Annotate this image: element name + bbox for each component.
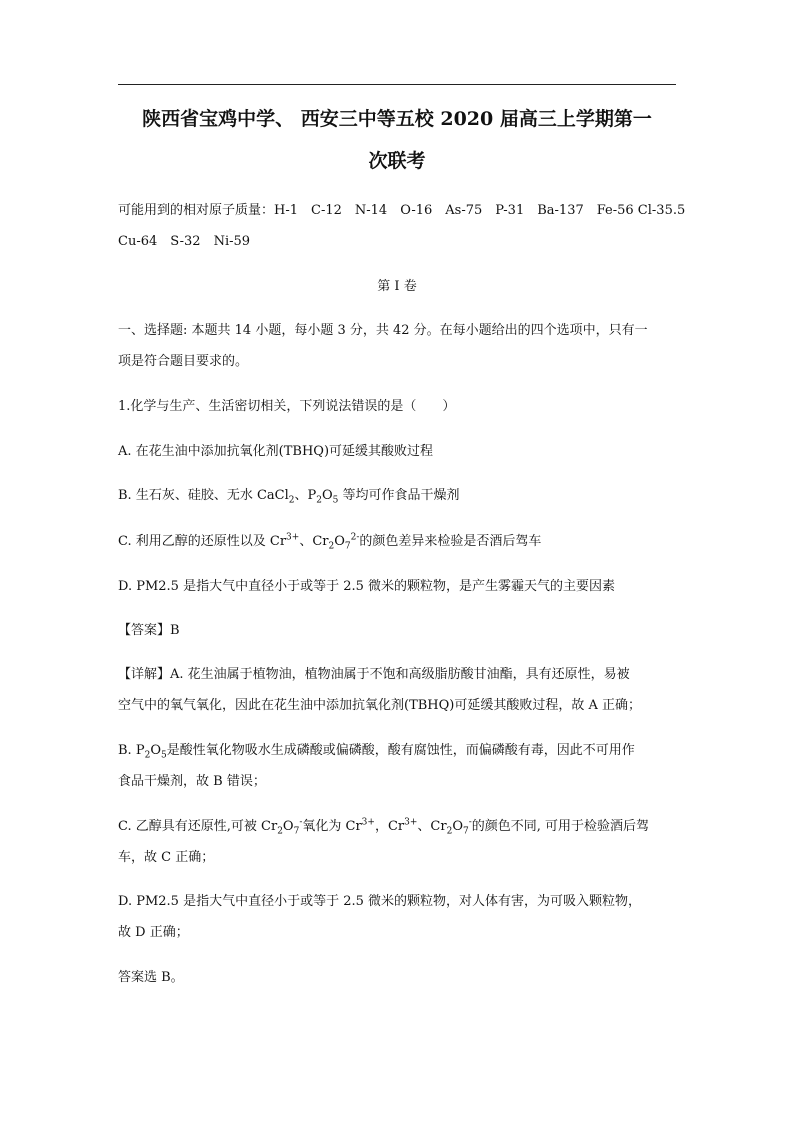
- volume-heading: 第 I 卷: [377, 279, 417, 294]
- explanation-a-line-1: 【详解】A. 花生油属于植物油，植物油属于不饱和高级脂肪酸甘油酯，具有还原性，易被: [118, 667, 630, 682]
- header-rule: [118, 84, 676, 85]
- explanation-c-line-2: 车，故 C 正确；: [118, 850, 215, 865]
- final-answer: 答案选 B。: [118, 970, 184, 985]
- explanation-c-line-1: C. 乙醇具有还原性,可被 $Cr_2O_7^-$氧化为 $Cr^{3+}$，$Cr^{3+}$、$Cr_2O_7^-$的颜色不同, 可用于检验酒后驾: [118, 817, 650, 837]
- option-d: D. PM2.5 是指大气中直径小于或等于 2.5 微米的颗粒物，是产生雾霾天气的主要因素: [118, 579, 616, 594]
- explanation-b-line-1: B. $P_2O_5$是酸性氧化物吸水生成磷酸或偏磷酸，酸有腐蚀性，而偏磷酸有毒，因此不可用作: [118, 743, 635, 761]
- document-title: [118, 98, 676, 182]
- option-c: C. 利用乙醇的还原性以及 $Cr^{3+}$、$Cr_2O_7^{2-}$的颜色差异来检验是否酒后驾车: [118, 532, 542, 552]
- answer-label: 【答案】B: [118, 623, 180, 638]
- question-1-stem: 1.化学与生产、生活密切相关，下列说法错误的是（ ）: [118, 399, 456, 414]
- explanation-d-line-1: D. PM2.5 是指大气中直径小于或等于 2.5 微米的颗粒物，对人体有害，为可吸入颗粒物，: [118, 894, 642, 909]
- explanation-d-line-2: 故 D 正确；: [118, 925, 189, 940]
- explanation-b-line-2: 食品干燥剂，故 B 错误；: [118, 774, 266, 789]
- title-line-2: 次联考: [368, 150, 426, 172]
- option-b: B. 生石灰、硅胶、无水 CaCl$_2$、$P_2O_5$ 等均可作食品干燥剂: [118, 488, 460, 506]
- title-line-1: 陕西省宝鸡中学、 西安三中等五校 2020 届高三上学期第一: [142, 108, 652, 130]
- section-instructions-line-2: 项是符合题目要求的。: [118, 354, 249, 369]
- option-a: A. 在花生油中添加抗氧化剂(TBHQ)可延缓其酸败过程: [118, 444, 434, 459]
- section-instructions-line-1: 一、选择题: 本题共 14 小题，每小题 3 分，共 42 分。在每小题给出的四个选项中，只有一: [118, 323, 648, 338]
- explanation-a-line-2: 空气中的氧气氧化，因此在花生油中添加抗氧化剂(TBHQ)可延缓其酸败过程，故 A 正确；: [118, 698, 642, 713]
- atomic-mass-line-2: Cu-64 S-32 Ni-59: [118, 234, 251, 249]
- atomic-mass-line-1: 可能用到的相对原子质量：H-1 C-12 N-14 O-16 As-75 P-31 Ba-137 Fe-56 Cl-35.5: [118, 203, 686, 218]
